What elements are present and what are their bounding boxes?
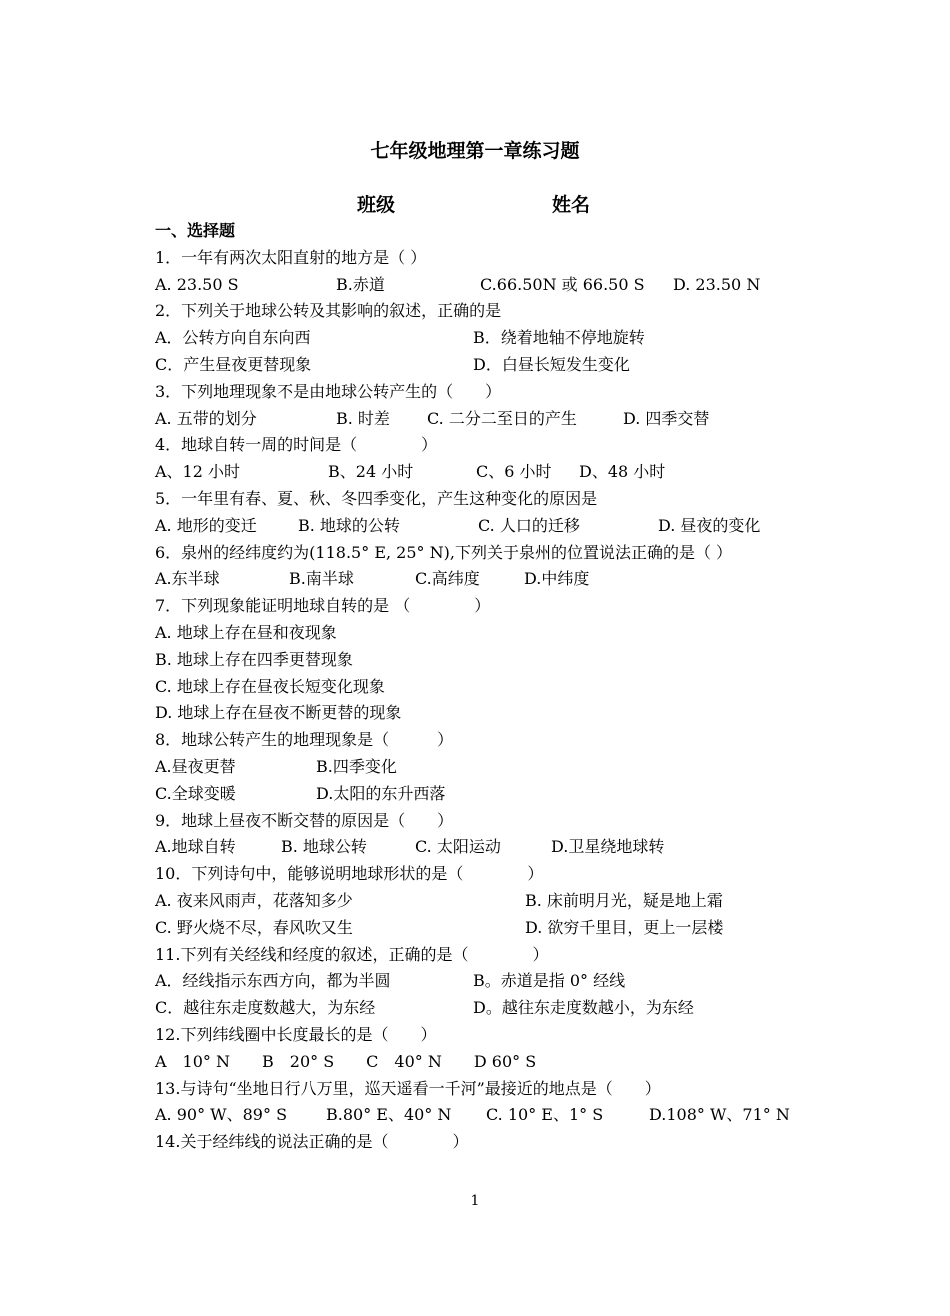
question-8-options (155, 754, 805, 781)
question-1-options (155, 272, 805, 299)
class-label: 班级 (357, 194, 396, 216)
option-b: B.赤道 (336, 274, 385, 294)
option-c: C.高纬度 (415, 569, 480, 589)
option-b: B、24 小时 (328, 462, 414, 482)
option-c: C. 二分二至日的产生 (427, 408, 577, 428)
question-3: 3．下列地理现象不是由地球公转产生的（ ） (155, 381, 502, 401)
option-a: A.昼夜更替 (155, 756, 236, 776)
option-d: D.108° W、71° N (649, 1105, 790, 1125)
option-a: A. 23.50 S (155, 274, 239, 294)
option-b: B. 床前明月光，疑是地上霜 (525, 890, 723, 910)
option-b: B. 时差 (336, 408, 390, 428)
question-12: 12.下列纬线圈中长度最长的是（ ） (155, 1024, 437, 1044)
option-c: C. 太阳运动 (415, 837, 501, 857)
option-a: A. 五带的划分 (155, 408, 257, 428)
question-4-options (155, 459, 805, 486)
option-c: C．产生昼夜更替现象 (155, 354, 312, 374)
option-b: B.80° E、40° N (326, 1105, 452, 1125)
option-a: A. 90° W、89° S (155, 1105, 288, 1125)
option-b: B.南半球 (289, 569, 354, 589)
option-b: B.四季变化 (316, 756, 397, 776)
option-a: A．经线指示东西方向，都为半圆 (155, 971, 391, 991)
section-heading: 一、选择题 (155, 221, 236, 240)
option-a: A. 地球上存在昼和夜现象 (155, 622, 337, 642)
question-9-options (155, 834, 805, 861)
question-11: 11.下列有关经线和经度的叙述，正确的是（ ） (155, 944, 549, 964)
option-d: D．白昼长短发生变化 (473, 354, 630, 374)
question-10: 10．下列诗句中，能够说明地球形状的是（ ） (155, 864, 544, 884)
document-title: 七年级地理第一章练习题 (370, 140, 580, 162)
option-b: B. 地球上存在四季更替现象 (155, 649, 353, 669)
option-a: A. 地形的变迁 (155, 515, 257, 535)
option-b: B. 地球的公转 (298, 515, 400, 535)
option-d: D. 昼夜的变化 (658, 515, 761, 535)
option-b: B。赤道是指 0° 经线 (473, 971, 626, 991)
option-b: B．绕着地轴不停地旋转 (473, 328, 645, 348)
question-6-options (155, 566, 805, 593)
question-list (155, 218, 805, 1156)
option-d: D。越往东走度数越小，为东经 (473, 998, 694, 1018)
option-c: C. 人口的迁移 (478, 515, 580, 535)
option-c: C．越往东走度数越大，为东经 (155, 998, 376, 1018)
question-12-options: A 10° N B 20° S C 40° N D 60° S (155, 1051, 537, 1071)
question-7: 7．下列现象能证明地球自转的是 （ ） (155, 596, 491, 616)
option-d: D. 四季交替 (623, 408, 710, 428)
question-4: 4．地球自转一周的时间是（ ） (155, 435, 438, 455)
option-b: B. 地球公转 (281, 837, 367, 857)
question-2: 2．下列关于地球公转及其影响的叙述，正确的是 (155, 301, 502, 321)
option-d: D. 23.50 N (673, 274, 761, 294)
question-2-options (155, 352, 805, 379)
question-2-options (155, 325, 805, 352)
option-a: A. 夜来风雨声，花落知多少 (155, 890, 353, 910)
page-number: 1 (470, 1193, 480, 1209)
option-d: D. 欲穷千里目，更上一层楼 (525, 917, 724, 937)
question-5: 5．一年里有春、夏、秋、冬四季变化，产生这种变化的原因是 (155, 488, 598, 508)
option-d: D.卫星绕地球转 (551, 837, 665, 857)
question-9: 9．地球上昼夜不断交替的原因是（ ） (155, 810, 454, 830)
option-d: D、48 小时 (579, 462, 666, 482)
question-13-options (155, 1102, 805, 1129)
option-d: D.中纬度 (524, 569, 590, 589)
option-c: C. 地球上存在昼夜长短变化现象 (155, 676, 385, 696)
option-a: A.地球自转 (155, 837, 236, 857)
name-label: 姓名 (552, 194, 591, 216)
question-13: 13.与诗句“坐地日行八万里，巡天遥看一千河”最接近的地点是（ ） (155, 1078, 661, 1098)
option-d: D.太阳的东升西落 (316, 783, 446, 803)
option-d: D. 地球上存在昼夜不断更替的现象 (155, 703, 402, 723)
option-c: C.66.50N 或 66.50 S (480, 274, 645, 294)
question-8-options (155, 781, 805, 808)
question-6: 6．泉州的经纬度约为(118.5° E, 25° N),下列关于泉州的位置说法正确的是（ ） (155, 542, 733, 562)
question-1: 1．一年有两次太阳直射的地方是（ ） (155, 247, 427, 267)
option-c: C. 10° E、1° S (486, 1105, 604, 1125)
option-a: A．公转方向自东向西 (155, 328, 311, 348)
question-5-options (155, 513, 805, 540)
option-a: A、12 小时 (155, 462, 241, 482)
question-8: 8．地球公转产生的地理现象是（ ） (155, 730, 454, 750)
question-14: 14.关于经纬线的说法正确的是（ ） (155, 1132, 469, 1152)
option-c: C. 野火烧不尽，春风吹又生 (155, 917, 353, 937)
option-c: C、6 小时 (476, 462, 552, 482)
question-3-options (155, 406, 805, 433)
question-10-options (155, 888, 805, 915)
option-a: A.东半球 (155, 569, 220, 589)
question-10-options (155, 915, 805, 942)
option-c: C.全球变暖 (155, 783, 236, 803)
question-11-options (155, 968, 805, 995)
question-11-options (155, 995, 805, 1022)
